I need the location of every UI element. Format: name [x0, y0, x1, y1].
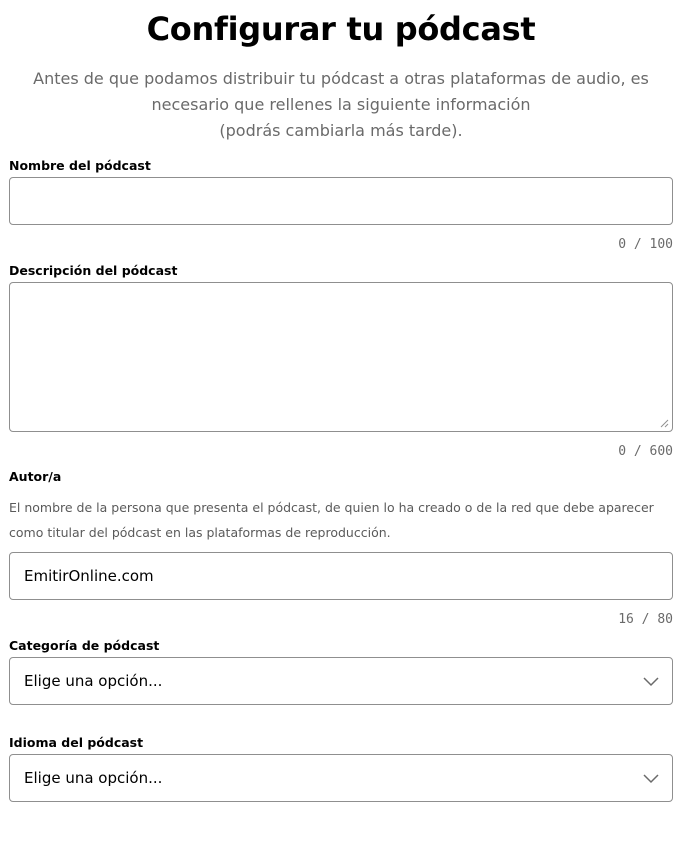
podcast-name-label: Nombre del pódcast — [9, 158, 151, 173]
author-input[interactable] — [9, 552, 673, 600]
podcast-description-textarea[interactable] — [9, 282, 673, 432]
intro-line-3: (podrás cambiarla más tarde). — [219, 121, 463, 140]
category-label: Categoría de pódcast — [9, 638, 160, 653]
intro-line-2: necesario que rellenes la siguiente información — [151, 95, 531, 114]
language-label: Idioma del pódcast — [9, 735, 144, 750]
category-select[interactable] — [9, 657, 673, 705]
podcast-description-counter: 0 / 600 — [618, 444, 673, 459]
author-counter: 16 / 80 — [618, 612, 673, 627]
author-label: Autor/a — [9, 469, 62, 484]
language-select[interactable] — [9, 754, 673, 802]
podcast-description-label: Descripción del pódcast — [9, 263, 178, 278]
chevron-down-icon — [642, 675, 660, 687]
author-value: EmitirOnline.com — [24, 567, 154, 585]
resize-handle-icon[interactable] — [659, 418, 669, 428]
author-help-line-1: El nombre de la persona que presenta el pódcast, de quien lo ha creado o de la red que debe aparecer — [9, 500, 654, 515]
page-title: Configurar tu pódcast — [146, 10, 536, 48]
author-help-text — [9, 495, 679, 545]
podcast-name-counter: 0 / 100 — [618, 237, 673, 252]
category-selected-value: Elige una opción... — [24, 672, 163, 690]
language-selected-value: Elige una opción... — [24, 769, 163, 787]
chevron-down-icon — [642, 772, 660, 784]
intro-line-1: Antes de que podamos distribuir tu pódcast a otras plataformas de audio, es — [33, 69, 649, 88]
podcast-name-input[interactable] — [9, 177, 673, 225]
author-help-line-2: como titular del pódcast en las plataformas de reproducción. — [9, 525, 391, 540]
intro-text — [0, 66, 682, 144]
